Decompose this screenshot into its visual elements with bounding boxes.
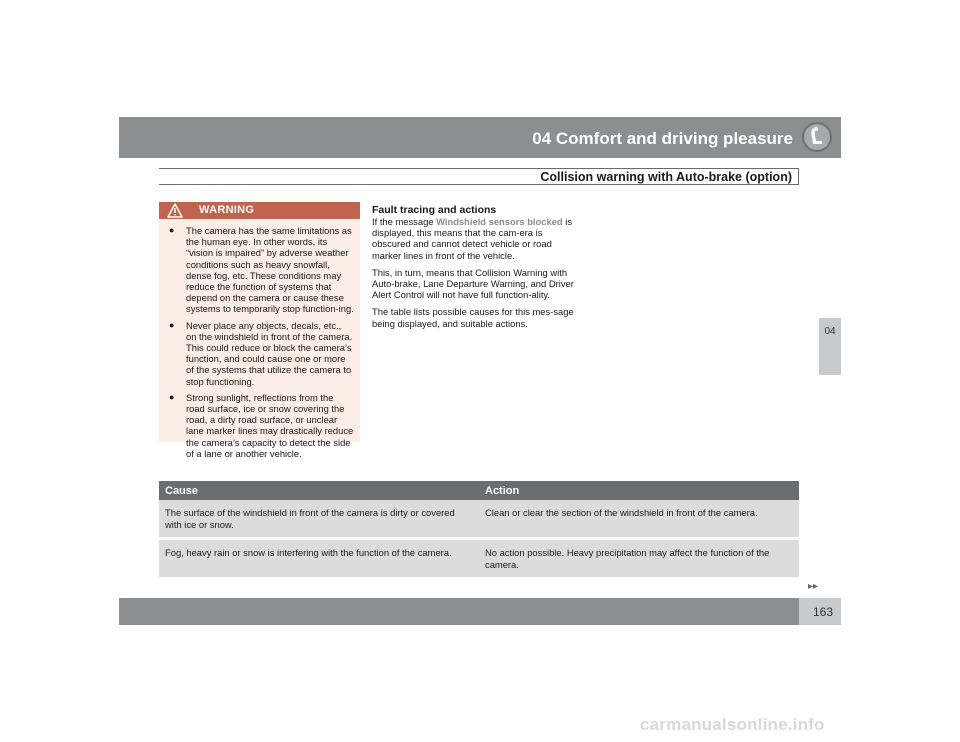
page-number-box (799, 598, 841, 625)
bullet-icon: ● (169, 225, 175, 235)
cause-action-table (159, 481, 799, 580)
warning-title: WARNING (199, 204, 255, 216)
para1-suffix: is displayed, this means that the cam-era is obscured and cannot detect vehicle or road marker lines in front of the vehicle. (372, 216, 572, 261)
header-band (119, 117, 841, 158)
table-row (159, 500, 799, 539)
bullet-icon: ● (169, 391, 175, 402)
action-cell: Clean or clear the section of the windshield in front of the camera. (479, 500, 799, 539)
warning-item-text: The camera has the same limitations as the human eye. In other words, its “vision is impaired” by adverse weather conditions such as heavy snowfall, dense fog, etc. These conditions may reduce the function of systems that depend on the camera or cause these systems to temporarily stop function-ing. (186, 225, 354, 315)
watermark: carmanualsonline.info (640, 715, 825, 734)
table-row (159, 539, 799, 579)
bullet-icon: ● (169, 319, 175, 330)
fault-paragraph-2: This, in turn, means that Collision Warning with Auto-brake, Lane Departure Warning, and Driver Alert Control will not have full function-ality. (372, 266, 574, 301)
cause-cell: Fog, heavy rain or snow is interfering with the function of the camera. (159, 539, 479, 579)
warning-item-text: Strong sunlight, reflections from the road surface, ice or snow covering the road, a dirty road surface, or unclear lane marker lines may drastically reduce the camera’s capacity to detect the side of a lane or another vehicle. (186, 391, 354, 459)
warning-header (159, 202, 360, 219)
para1-prefix: If the message (372, 216, 437, 227)
fault-heading: Fault tracing and actions (372, 204, 497, 216)
seat-comfort-icon (801, 121, 833, 153)
cause-column-header: Cause (159, 481, 479, 500)
warning-item-text: Never place any objects, decals, etc., on the windshield in front of the camera. This could reduce or block the camera’s function, and could cause one or more of the systems that utilize the camera to stop functioning. (186, 319, 353, 387)
warning-item (163, 320, 354, 387)
warning-triangle-icon (167, 203, 183, 218)
warning-box (159, 202, 360, 459)
fault-tracing-section (372, 204, 582, 335)
warning-item (163, 225, 354, 315)
cause-cell: The surface of the windshield in front of the camera is dirty or covered with ice or snow. (159, 500, 479, 539)
section-title: Collision warning with Auto-brake (option) (159, 168, 799, 185)
side-tab-label: 04 (824, 326, 836, 337)
next-page-arrows: ▸▸ (808, 581, 819, 592)
chapter-title: 04 Comfort and driving pleasure (532, 129, 793, 148)
display-message: Windshield sensors blocked (436, 216, 563, 227)
warning-list (159, 225, 360, 459)
chapter-side-tab (819, 318, 841, 375)
fault-paragraph-1 (372, 216, 582, 261)
warning-item (163, 392, 354, 459)
table-header-row (159, 481, 799, 500)
page-number: 163 (812, 605, 833, 619)
footer-band (119, 598, 841, 625)
action-cell: No action possible. Heavy precipitation may affect the function of the camera. (479, 539, 799, 579)
action-column-header: Action (479, 481, 799, 500)
fault-paragraph-3: The table lists possible causes for this mes-sage being displayed, and suitable actions. (372, 306, 574, 329)
